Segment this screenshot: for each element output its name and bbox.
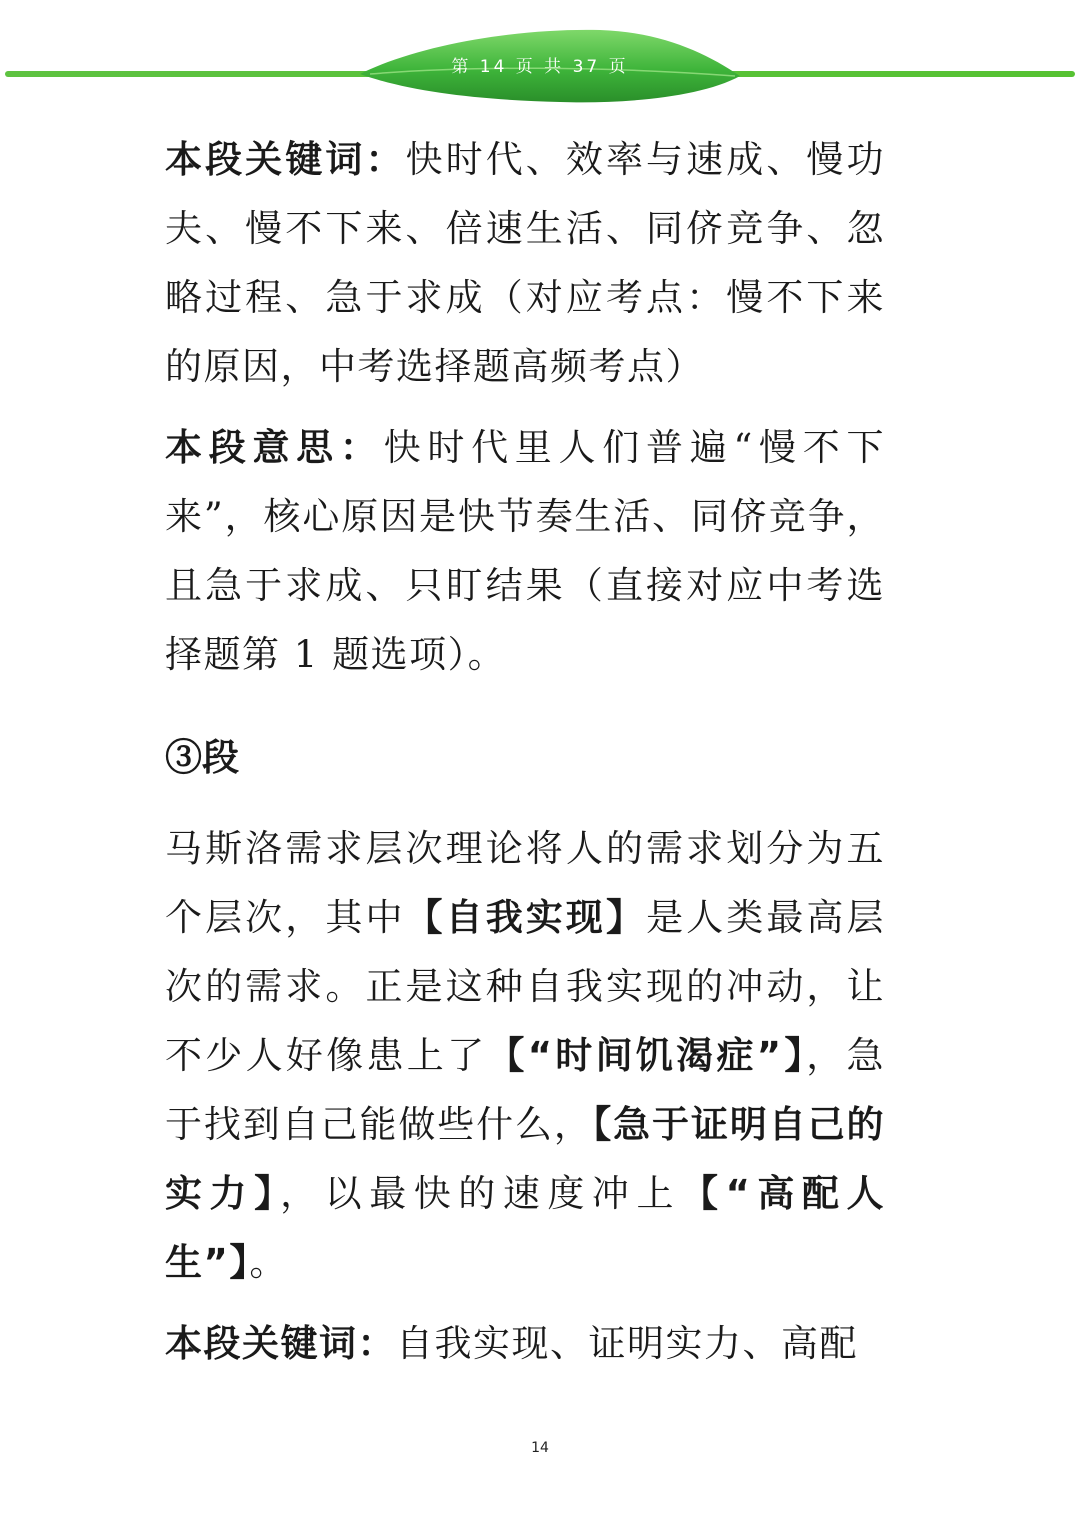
section3-paragraph	[165, 814, 885, 1297]
keywords-text: 自我实现、证明实力、高配	[396, 1322, 858, 1365]
text-run: ，以最快的速度冲上	[280, 1172, 682, 1215]
keywords-label: 本段关键词：	[165, 1322, 396, 1365]
page-indicator: 第 14 页 共 37 页	[451, 57, 629, 77]
text-run: ，急于找到自己能做些什么，	[165, 1034, 886, 1146]
section2-meaning	[165, 413, 885, 689]
text-run: 马斯洛需求层次理论将人的需求划分为五个层次，其中	[165, 827, 885, 939]
highlight-high-config-life: 【“高配人生”】	[165, 1172, 886, 1284]
meaning-text: 快时代里人们普遍“慢不下来”，核心原因是快节奏生活、同侪竞争，且急于求成、只盯结果（直接对应中考选择题第 1 题选项）。	[165, 426, 885, 676]
text-run: 。	[249, 1241, 288, 1284]
meaning-label: 本段意思：	[165, 426, 384, 469]
highlight-prove-ability: 【急于证明自己的实力】	[165, 1103, 886, 1215]
text-run: 是人类最高层次的需求。正是这种自我实现的冲动，让不少人好像患上了	[165, 896, 886, 1077]
keywords-text: 快时代、效率与速成、慢功夫、慢不下来、倍速生活、同侪竞争、忽略过程、急于求成（对应考点：慢不下来的原因，中考选择题高频考点）	[165, 138, 886, 388]
section2-keywords	[165, 125, 885, 401]
section3-heading: ③段	[165, 735, 239, 779]
document-body	[165, 125, 885, 1378]
page-header	[0, 0, 1080, 110]
keywords-label: 本段关键词：	[165, 138, 406, 181]
highlight-time-hunger: 【“时间饥渴症”】	[487, 1034, 807, 1077]
highlight-self-actualization: 【自我实现】	[405, 896, 647, 939]
page-number: 14	[531, 1440, 549, 1456]
section3-keywords	[165, 1309, 885, 1378]
